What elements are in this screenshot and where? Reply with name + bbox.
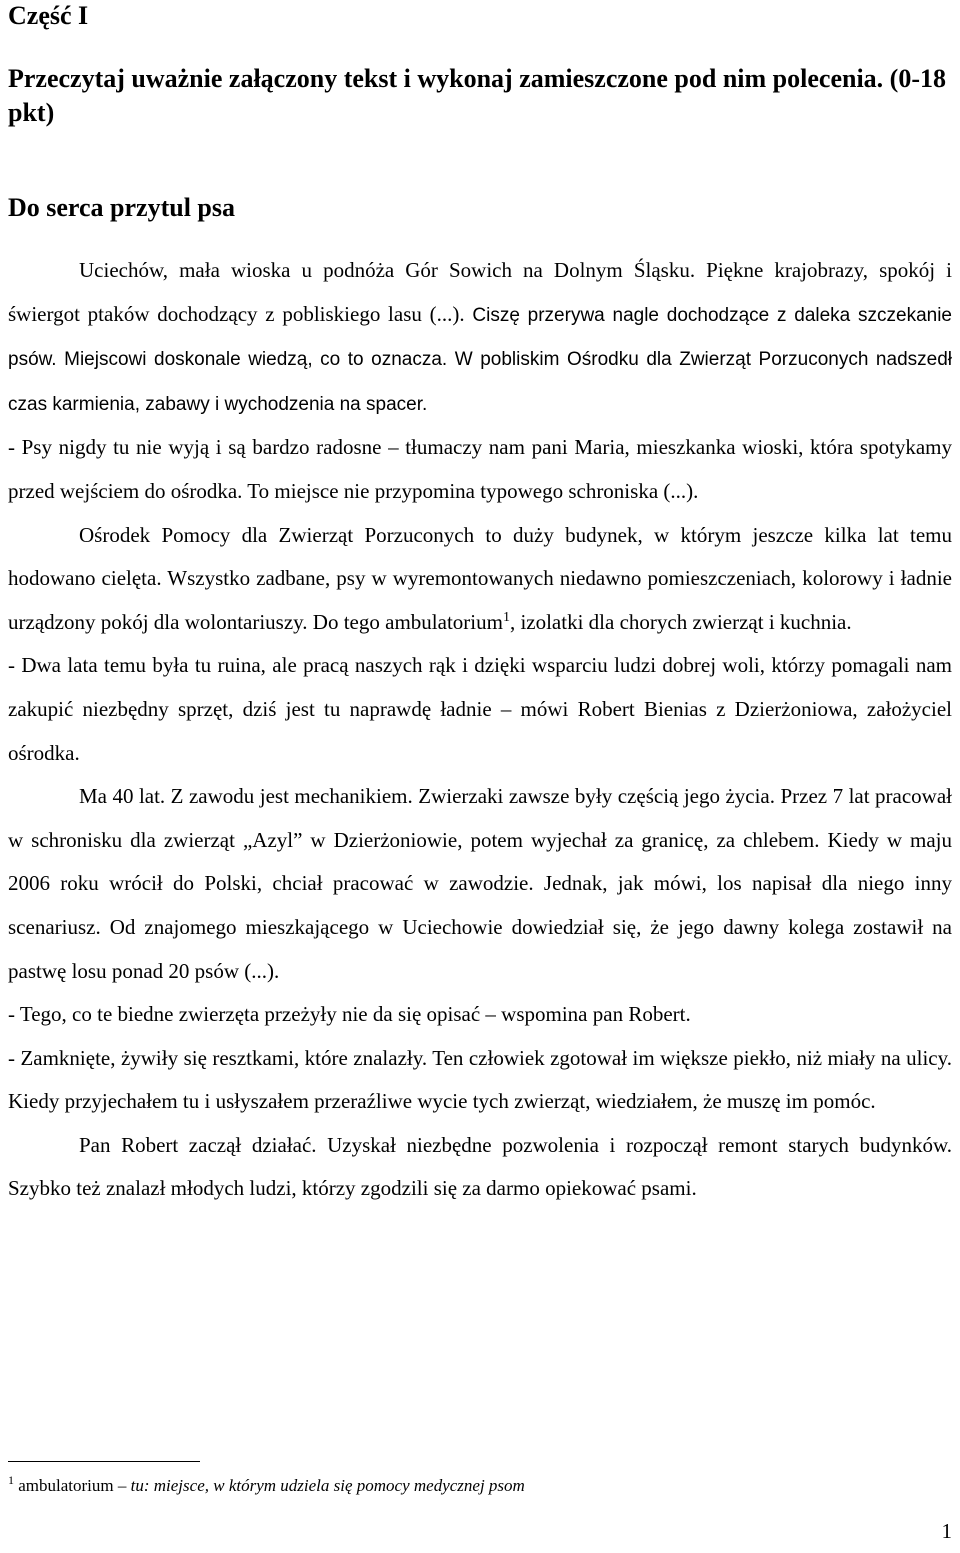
article-title: Do serca przytul psa	[8, 193, 236, 222]
article-body	[8, 249, 952, 1211]
footnote-number: 1	[8, 1473, 14, 1487]
footnote	[8, 1474, 525, 1498]
footnote-dash: –	[117, 1476, 127, 1495]
footnote-definition: tu: miejsce, w którym udziela się pomocy medycznej psom	[130, 1476, 525, 1495]
paragraph-1	[8, 249, 952, 426]
paragraph-8: Pan Robert zaczął działać. Uzyskał niezbędne pozwolenia i rozpoczął remont starych budynków. Szybko też znalazł młodych ludzi, którzy zgodzili się za darmo opiekować psami.	[8, 1132, 952, 1201]
part-title: Część I	[8, 1, 89, 30]
paragraph-3-text-after: , izolatki dla chorych zwierząt i kuchnia.	[509, 609, 852, 634]
task-instruction: Przeczytaj uważnie załączony tekst i wykonaj zamieszczone pod nim polecenia. (0-18 pkt)	[8, 64, 946, 127]
paragraph-1-text: Uciechów, mała wioska u podnóża Gór Sowich na Dolnym Śląsku. Piękne krajobrazy, spokój i świergot ptaków dochodzący z pobliskiego lasu (...).	[8, 258, 952, 326]
footnote-term: ambulatorium	[18, 1476, 114, 1495]
paragraph-6: - Tego, co te biedne zwierzęta przeżyły nie da się opisać – wspomina pan Robert.	[8, 1002, 691, 1027]
paragraph-7: - Zamknięte, żywiły się resztkami, które znalazły. Ten człowiek zgotował im większe piekło, niż miały na ulicy. Kiedy przyjechałem tu i usłyszałem przeraźliwe wycie tych zwierząt, wiedziałem, że muszę im pomóc.	[8, 1045, 952, 1114]
page-number: 1	[941, 1519, 952, 1543]
paragraph-3-text: Ośrodek Pomocy dla Zwierząt Porzuconych to duży budynek, w którym jeszcze kilka lat temu hodowano cielęta. Wszystko zadbane, psy w wyremontowanych niedawno pomieszczeniach, kolorowy i ładnie urządzony pokój dla wolontariuszy. Do tego ambulatorium	[8, 522, 952, 634]
footnote-divider	[8, 1461, 200, 1462]
paragraph-2: - Psy nigdy tu nie wyją i są bardzo radosne – tłumaczy nam pani Maria, mieszkanka wioski, która spotykamy przed wejściem do ośrodka. To miejsce nie przypomina typowego schroniska (...).	[8, 435, 952, 503]
paragraph-4: - Dwa lata temu była tu ruina, ale pracą naszych rąk i dzięki wsparciu ludzi dobrej woli, którzy pomagali nam zakupić niezbędny sprzęt, dziś jest tu naprawdę ładnie – mówi Robert Bienias z Dzierżoniowa, założyciel ośrodka.	[8, 653, 952, 765]
paragraph-5: Ma 40 lat. Z zawodu jest mechanikiem. Zwierzaki zawsze były częścią jego życia. Przez 7 lat pracował w schronisku dla zwierząt „Azyl” w Dzierżoniowie, potem wyjechał za granicę, za chlebem. Kiedy w maju 2006 roku wrócił do Polski, chciał pracować w zawodzie. Jednak, jak mówi, los napisał dla niego inny scenariusz. Od znajomego mieszkającego w Uciechowie dowiedział się, że jego dawny kolega zostawił na pastwę losu ponad 20 psów (...).	[8, 784, 952, 983]
paragraph-1-sans-text: Ciszę przerywa nagle dochodzące z daleka szczekanie psów. Miejscowi doskonale wiedzą, co to oznacza. W pobliskim Ośrodku dla Zwierząt Porzuconych nadszedł czas karmienia, zabawy i wychodzenia na spacer.	[8, 304, 953, 415]
footnote-reference: 1	[502, 609, 510, 625]
paragraph-3	[8, 514, 952, 645]
